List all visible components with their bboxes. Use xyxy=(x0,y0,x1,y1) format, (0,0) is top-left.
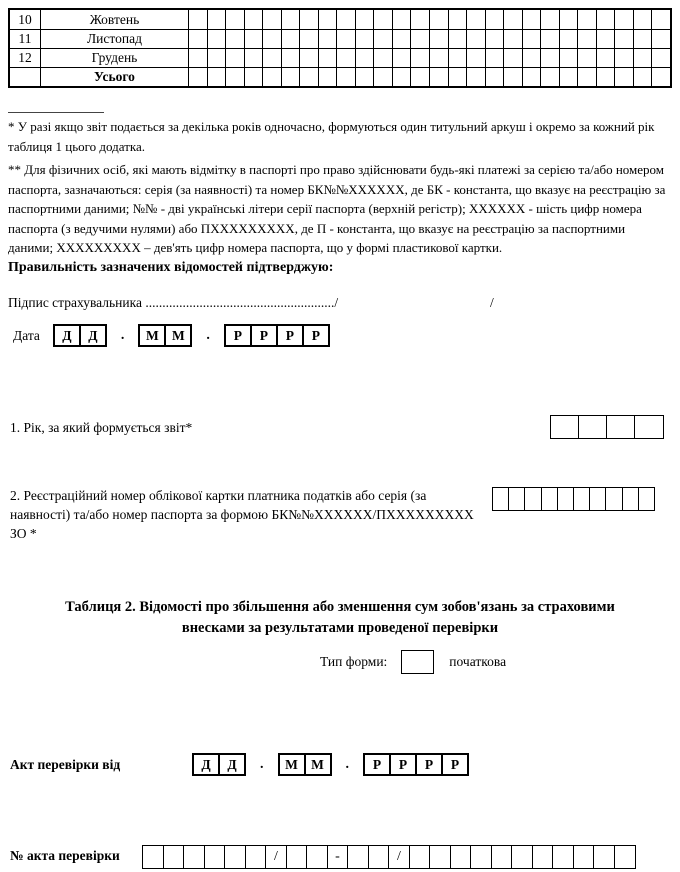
act-number-label: № акта перевірки xyxy=(10,848,120,863)
month-number-cell xyxy=(10,68,40,86)
fill-cell[interactable]: Р xyxy=(415,753,443,776)
value-cell[interactable] xyxy=(410,49,429,67)
value-cell[interactable] xyxy=(503,10,522,29)
value-cell[interactable] xyxy=(355,68,374,86)
act-date-year-cells[interactable] xyxy=(363,753,469,776)
fill-cell[interactable]: Р xyxy=(224,324,252,347)
fill-cell[interactable]: М xyxy=(164,324,192,347)
fill-cell[interactable] xyxy=(614,845,636,869)
value-cell[interactable] xyxy=(262,10,281,29)
value-cell[interactable] xyxy=(244,68,263,86)
fill-cell[interactable]: Р xyxy=(250,324,278,347)
act-date-separator-dot: . xyxy=(345,756,349,772)
value-cell[interactable] xyxy=(429,10,448,29)
value-cell[interactable] xyxy=(522,68,541,86)
value-cell[interactable] xyxy=(336,68,355,86)
form-type-row xyxy=(320,650,506,674)
fill-cell[interactable] xyxy=(552,845,574,869)
fill-cell[interactable]: Д xyxy=(53,324,81,347)
fill-cell[interactable]: Р xyxy=(363,753,391,776)
value-cell[interactable] xyxy=(559,49,578,67)
fill-cell[interactable] xyxy=(605,487,623,511)
value-cell[interactable] xyxy=(188,10,207,29)
value-cell[interactable] xyxy=(207,10,226,29)
value-cell[interactable] xyxy=(633,68,652,86)
value-cell[interactable] xyxy=(577,49,596,67)
fill-cell[interactable]: М xyxy=(304,753,332,776)
value-cell[interactable] xyxy=(614,10,633,29)
value-cell[interactable] xyxy=(614,68,633,86)
value-cell[interactable] xyxy=(281,30,300,48)
month-name-cell: Усього xyxy=(40,68,188,86)
value-cell[interactable] xyxy=(429,49,448,67)
value-cell[interactable] xyxy=(299,10,318,29)
value-cell[interactable] xyxy=(633,30,652,48)
value-cell[interactable] xyxy=(429,30,448,48)
date-year-cells[interactable] xyxy=(224,324,330,347)
value-cell[interactable] xyxy=(225,30,244,48)
fill-cell[interactable]: Д xyxy=(79,324,107,347)
value-cell[interactable] xyxy=(373,10,392,29)
value-cell[interactable] xyxy=(281,49,300,67)
month-name-cell: Грудень xyxy=(40,49,188,67)
act-date-label: Акт перевірки від xyxy=(10,756,121,772)
value-cell[interactable] xyxy=(522,30,541,48)
form-type-value: початкова xyxy=(449,654,507,669)
confirmation-date-row xyxy=(13,324,330,347)
fill-cell[interactable] xyxy=(557,487,575,511)
value-cell[interactable] xyxy=(225,10,244,29)
value-cell[interactable] xyxy=(540,49,559,67)
fill-cell[interactable]: Д xyxy=(218,753,246,776)
value-cell[interactable] xyxy=(522,10,541,29)
value-cell[interactable] xyxy=(466,30,485,48)
months-table-row xyxy=(10,48,670,67)
value-cell[interactable] xyxy=(336,10,355,29)
value-cell[interactable] xyxy=(448,30,467,48)
value-cell[interactable] xyxy=(244,10,263,29)
value-cell[interactable] xyxy=(577,68,596,86)
month-number-cell: 12 xyxy=(18,50,32,66)
value-cell[interactable] xyxy=(318,30,337,48)
date-month-cells[interactable] xyxy=(138,324,192,347)
fill-cell[interactable] xyxy=(163,845,185,869)
value-cell[interactable] xyxy=(466,10,485,29)
value-cell[interactable] xyxy=(559,10,578,29)
value-cell[interactable] xyxy=(410,30,429,48)
value-cell[interactable] xyxy=(503,49,522,67)
fill-cell[interactable] xyxy=(593,845,615,869)
value-cell[interactable] xyxy=(651,10,670,29)
value-cell[interactable] xyxy=(373,30,392,48)
value-cell[interactable] xyxy=(207,68,226,86)
date-day-cells[interactable] xyxy=(53,324,107,347)
field-year-cells xyxy=(550,415,664,439)
fill-cell[interactable] xyxy=(511,845,533,869)
value-cell[interactable] xyxy=(244,49,263,67)
value-cell[interactable] xyxy=(596,49,615,67)
value-cell[interactable] xyxy=(373,68,392,86)
value-cell[interactable] xyxy=(540,68,559,86)
value-cell[interactable] xyxy=(559,68,578,86)
value-cell[interactable] xyxy=(651,49,670,67)
value-cell[interactable] xyxy=(207,30,226,48)
value-cell[interactable] xyxy=(614,49,633,67)
fill-cell[interactable]: Д xyxy=(192,753,220,776)
value-cell[interactable] xyxy=(318,68,337,86)
value-cell[interactable] xyxy=(392,68,411,86)
value-cell[interactable] xyxy=(318,10,337,29)
fill-cell[interactable] xyxy=(638,487,656,511)
value-cell[interactable] xyxy=(262,49,281,67)
value-cell[interactable] xyxy=(410,68,429,86)
fill-cell[interactable]: / xyxy=(388,845,410,869)
value-cell[interactable] xyxy=(336,49,355,67)
value-cell[interactable] xyxy=(318,49,337,67)
fill-cell[interactable] xyxy=(573,845,595,869)
fill-cell[interactable] xyxy=(245,845,267,869)
signature-row xyxy=(8,295,494,311)
act-date-separator-dot: . xyxy=(260,756,264,772)
value-cell[interactable] xyxy=(614,30,633,48)
month-number-cell: 11 xyxy=(18,31,32,47)
month-name-cell: Листопад xyxy=(40,30,188,48)
value-cell[interactable] xyxy=(392,49,411,67)
fill-cell[interactable]: Р xyxy=(441,753,469,776)
footnote-divider xyxy=(8,112,104,113)
fill-cell[interactable] xyxy=(492,487,510,511)
fill-cell[interactable] xyxy=(204,845,226,869)
fill-cell[interactable] xyxy=(606,415,636,439)
value-cell[interactable] xyxy=(299,49,318,67)
value-cell[interactable] xyxy=(466,68,485,86)
value-cell[interactable] xyxy=(596,68,615,86)
fill-cell[interactable] xyxy=(306,845,328,869)
fill-cell[interactable] xyxy=(550,415,580,439)
fill-cell[interactable]: - xyxy=(327,845,349,869)
value-cell[interactable] xyxy=(410,10,429,29)
fill-cell[interactable] xyxy=(429,845,451,869)
fill-cell[interactable] xyxy=(368,845,390,869)
date-separator-dot: . xyxy=(206,327,210,343)
value-cell[interactable] xyxy=(392,10,411,29)
value-cell[interactable] xyxy=(299,30,318,48)
act-number-cells xyxy=(142,845,636,869)
value-cell[interactable] xyxy=(577,10,596,29)
fill-cell[interactable]: / xyxy=(265,845,287,869)
footnote-double-star: ** Для фізичних осіб, які мають відмітку в паспорті про право здійснювати будь-які платежі за серією та/або номером паспорта, зазначаються: серія (за наявності) та номер БК№№ХХХХХХ, де БК - константа, що вказує на реєстрацію за паспортними даними; №№ - дві українські літери серії паспорта (верхній регістр); ХХХХХХ - шість цифр номера паспорта (з ведучими нулями) або ПХХХХХХХХХ, де П - константа, що вказує на реєстрацію за паспортними даними; ХХХХХХХХХ – дев'ять цифр номера паспорта, що у формі пластикової картки. xyxy=(8,162,666,255)
value-cell[interactable] xyxy=(281,68,300,86)
value-cell[interactable] xyxy=(577,30,596,48)
value-cell[interactable] xyxy=(596,10,615,29)
value-cell[interactable] xyxy=(540,30,559,48)
months-table-row xyxy=(10,67,670,86)
value-cell[interactable] xyxy=(651,68,670,86)
fill-cell[interactable] xyxy=(224,845,246,869)
months-table-row xyxy=(10,10,670,29)
value-cell[interactable] xyxy=(540,10,559,29)
fill-cell[interactable] xyxy=(409,845,431,869)
value-cell[interactable] xyxy=(596,30,615,48)
value-cell[interactable] xyxy=(188,68,207,86)
act-date-row xyxy=(10,753,469,776)
form-type-checkbox[interactable] xyxy=(401,650,434,674)
value-cell[interactable] xyxy=(355,10,374,29)
value-cell[interactable] xyxy=(299,68,318,86)
fill-cell[interactable] xyxy=(491,845,513,869)
value-cell[interactable] xyxy=(262,30,281,48)
months-table xyxy=(8,8,672,88)
value-cell[interactable] xyxy=(448,10,467,29)
value-cell[interactable] xyxy=(448,49,467,67)
fill-cell[interactable] xyxy=(578,415,608,439)
fill-cell[interactable]: М xyxy=(278,753,306,776)
value-cell[interactable] xyxy=(485,49,504,67)
value-cell[interactable] xyxy=(466,49,485,67)
signature-fullname-slash: / xyxy=(490,295,494,310)
value-cell[interactable] xyxy=(336,30,355,48)
value-cell[interactable] xyxy=(485,30,504,48)
fill-cell[interactable] xyxy=(634,415,664,439)
act-date-month-cells[interactable] xyxy=(278,753,332,776)
fill-cell[interactable] xyxy=(573,487,591,511)
fill-cell[interactable] xyxy=(524,487,542,511)
value-cell[interactable] xyxy=(485,68,504,86)
fill-cell[interactable]: М xyxy=(138,324,166,347)
value-cell[interactable] xyxy=(522,49,541,67)
months-table-row xyxy=(10,29,670,48)
value-cell[interactable] xyxy=(633,10,652,29)
value-cell[interactable] xyxy=(244,30,263,48)
act-date-day-cells[interactable] xyxy=(192,753,246,776)
fill-cell[interactable] xyxy=(532,845,554,869)
fill-cell[interactable]: Р xyxy=(389,753,417,776)
month-number-cell: 10 xyxy=(18,11,32,27)
value-cell[interactable] xyxy=(373,49,392,67)
month-name-cell: Жовтень xyxy=(40,10,188,29)
date-label: Дата xyxy=(13,327,40,343)
field-reg-number-label: 2. Реєстраційний номер облікової картки платника податків або серія (за наявності) та/або номер паспорта за формою БК№№ХХХХХХ/ПХХХХХХХХХ ЗО * xyxy=(10,488,474,541)
value-cell[interactable] xyxy=(225,49,244,67)
value-cell[interactable] xyxy=(355,49,374,67)
fill-cell[interactable] xyxy=(470,845,492,869)
footnote-star: * У разі якщо звіт подається за декілька років одночасно, формуються один титульний аркуш і окремо за кожний рік таблиця 1 цього додатка. xyxy=(8,119,655,154)
value-cell[interactable] xyxy=(448,68,467,86)
fill-cell[interactable] xyxy=(541,487,559,511)
fill-cell[interactable] xyxy=(347,845,369,869)
fill-cell[interactable]: Р xyxy=(302,324,330,347)
fill-cell[interactable]: Р xyxy=(276,324,304,347)
fill-cell[interactable] xyxy=(142,845,164,869)
fill-cell[interactable] xyxy=(450,845,472,869)
fill-cell[interactable] xyxy=(589,487,607,511)
value-cell[interactable] xyxy=(503,30,522,48)
value-cell[interactable] xyxy=(392,30,411,48)
field-year-label: 1. Рік, за який формується звіт* xyxy=(10,420,193,435)
value-cell[interactable] xyxy=(485,10,504,29)
value-cell[interactable] xyxy=(225,68,244,86)
value-cell[interactable] xyxy=(633,49,652,67)
fill-cell[interactable] xyxy=(622,487,640,511)
value-cell[interactable] xyxy=(188,49,207,67)
value-cell[interactable] xyxy=(355,30,374,48)
fill-cell[interactable] xyxy=(286,845,308,869)
value-cell[interactable] xyxy=(207,49,226,67)
value-cell[interactable] xyxy=(188,30,207,48)
value-cell[interactable] xyxy=(429,68,448,86)
signature-field[interactable]: ......................................................../ xyxy=(145,295,339,310)
table2-title: Таблиця 2. Відомості про збільшення або зменшення сум зобов'язань за страховими внесками за результатами проведеної перевірки xyxy=(65,599,615,636)
date-separator-dot: . xyxy=(120,327,125,343)
value-cell[interactable] xyxy=(503,68,522,86)
confirmation-heading: Правильність зазначених відомостей підтверджую: xyxy=(8,260,334,275)
value-cell[interactable] xyxy=(262,68,281,86)
value-cell[interactable] xyxy=(651,30,670,48)
signature-label: Підпис страхувальника xyxy=(8,295,146,310)
field-reg-number-cells xyxy=(492,487,655,511)
fill-cell[interactable] xyxy=(508,487,526,511)
form-type-label: Тип форми: xyxy=(320,654,388,669)
value-cell[interactable] xyxy=(559,30,578,48)
value-cell[interactable] xyxy=(281,10,300,29)
fill-cell[interactable] xyxy=(183,845,205,869)
